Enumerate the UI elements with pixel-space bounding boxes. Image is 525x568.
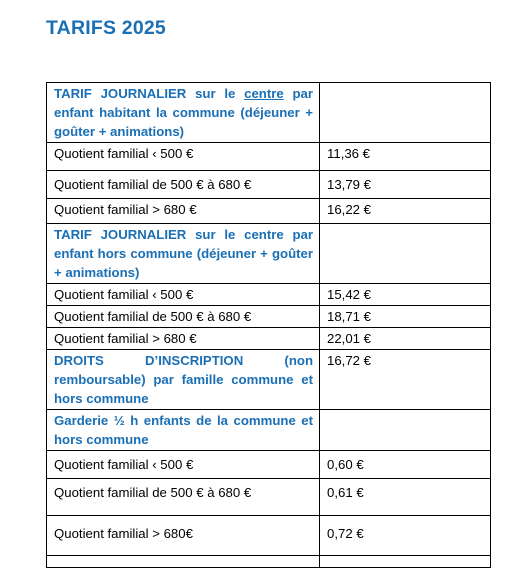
heading-commune-prefix: TARIF JOURNALIER sur le [54, 86, 245, 101]
row-label: Quotient familial > 680 € [47, 328, 320, 350]
row-value: 22,01 € [320, 328, 491, 350]
tarifs-table [46, 82, 491, 568]
row-label: Quotient familial > 680 € [47, 199, 320, 224]
row-value: 0,72 € [320, 516, 491, 556]
empty-cell [320, 224, 491, 284]
row-label: Quotient familial de 500 € à 680 € [47, 171, 320, 199]
section-heading-row-hors-commune [47, 224, 491, 284]
row-value: 11,36 € [320, 143, 491, 171]
heading-commune-suffix: par enfant habitant la commune (déjeuner + goûter + animations) [54, 86, 313, 139]
empty-cell [320, 410, 491, 451]
row-label: Quotient familial ‹ 500 € [47, 143, 320, 171]
table-row [47, 328, 491, 350]
section-heading-commune [47, 83, 320, 143]
table-row [47, 479, 491, 516]
table-row [47, 516, 491, 556]
row-value: 15,42 € [320, 284, 491, 306]
section-heading-row-garderie [47, 410, 491, 451]
page-title: TARIFS 2025 [46, 17, 166, 39]
empty-cell [47, 556, 320, 568]
table-row-partial [47, 556, 491, 568]
row-label: Quotient familial ‹ 500 € [47, 451, 320, 479]
row-label: Quotient familial de 500 € à 680 € [47, 479, 320, 516]
table-row [47, 451, 491, 479]
row-value: 0,60 € [320, 451, 491, 479]
section-heading-garderie: Garderie ½ h enfants de la commune et hors commune [47, 410, 320, 451]
section-heading-row-commune [47, 83, 491, 143]
section-heading-inscription: DROITS D’INSCRIPTION (non remboursable) par famille commune et hors commune [47, 350, 320, 410]
table-row [47, 199, 491, 224]
row-label: Quotient familial ‹ 500 € [47, 284, 320, 306]
section-heading-hors-commune: TARIF JOURNALIER sur le centre par enfant hors commune (déjeuner + goûter + animations) [47, 224, 320, 284]
row-label: Quotient familial > 680€ [47, 516, 320, 556]
heading-commune-underlined: centre [244, 86, 284, 101]
row-value: 0,61 € [320, 479, 491, 516]
row-value: 18,71 € [320, 306, 491, 328]
row-value: 13,79 € [320, 171, 491, 199]
table-row [47, 284, 491, 306]
table-row [47, 306, 491, 328]
empty-cell [320, 556, 491, 568]
empty-cell [320, 83, 491, 143]
table-row [47, 143, 491, 171]
section-row-inscription [47, 350, 491, 410]
table-row [47, 171, 491, 199]
row-value: 16,22 € [320, 199, 491, 224]
row-label: Quotient familial de 500 € à 680 € [47, 306, 320, 328]
row-value: 16,72 € [320, 350, 491, 410]
